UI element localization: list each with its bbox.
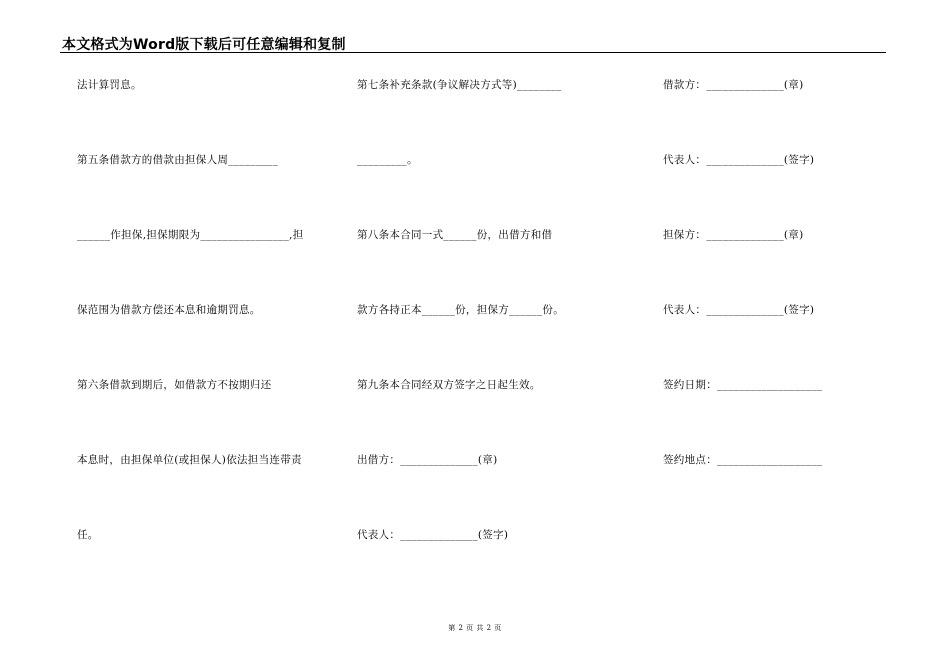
signature-line: 借款方：______________(章) [663, 79, 804, 91]
text-line: 款方各持正本______份，担保方______份。 [357, 304, 564, 316]
signature-line: 代表人：______________(签字) [663, 154, 815, 166]
text-line: ______作担保,担保期限为________________,担 [77, 229, 304, 241]
text-line: 代表人：______________(签字) [357, 529, 509, 541]
text-line: 任。 [77, 529, 99, 541]
text-line: 第九条本合同经双方签字之日起生效。 [357, 379, 541, 391]
text-line: _________。 [357, 154, 418, 166]
signature-line: 签约日期：___________________ [663, 379, 823, 391]
signature-line: 代表人：______________(签字) [663, 304, 815, 316]
text-line: 第五条借款方的借款由担保人周_________ [77, 154, 279, 166]
signature-line: 担保方：______________(章) [663, 229, 804, 241]
text-line: 保范围为借款方偿还本息和逾期罚息。 [77, 304, 261, 316]
text-line: 出借方：______________(章) [357, 454, 498, 466]
text-line: 第七条补充条款(争议解决方式等)________ [357, 79, 562, 91]
text-line: 第八条本合同一式______份，出借方和借 [357, 229, 553, 241]
text-line: 本息时，由担保单位(或担保人)依法担当连带责 [77, 454, 302, 466]
text-line: 第六条借款到期后，如借款方不按期归还 [77, 379, 272, 391]
signature-line: 签约地点：___________________ [663, 454, 823, 466]
text-line: 法计算罚息。 [77, 79, 142, 91]
page-number-footer: 第 2 页 共 2 页 [448, 624, 502, 632]
header-divider [60, 52, 886, 53]
page-header-title: 本文格式为Word版下载后可任意编辑和复制 [62, 37, 346, 53]
